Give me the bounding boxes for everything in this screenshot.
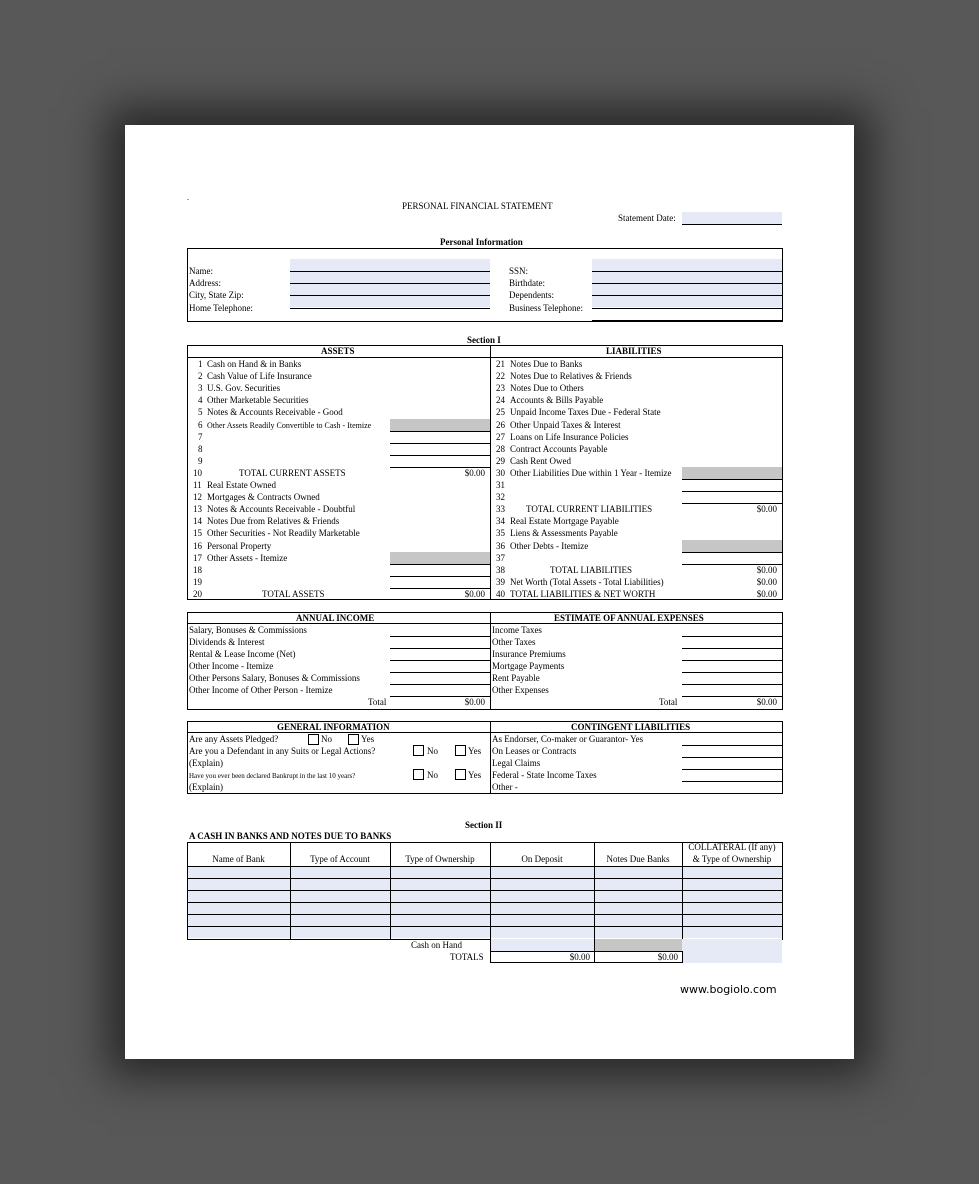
asset-number: 1 — [198, 359, 203, 369]
personal-field[interactable] — [592, 283, 782, 295]
column-header: & Type of Ownership — [692, 854, 772, 864]
watermark: www.bogiolo.com — [680, 983, 777, 996]
liability-line — [682, 503, 782, 504]
totals-label: TOTALS — [450, 952, 484, 962]
table-cell[interactable] — [391, 915, 490, 926]
asset-label: Notes & Accounts Receivable - Good — [207, 407, 343, 418]
table-cell[interactable] — [291, 915, 390, 926]
explain-1: (Explain) — [189, 758, 223, 768]
liability-total-value: $0.00 — [756, 564, 777, 575]
asset-label: Notes & Accounts Receivable - Doubtful — [207, 504, 356, 515]
asset-number: 8 — [198, 443, 203, 454]
table-cell[interactable] — [683, 867, 782, 878]
pledged-yes-checkbox[interactable] — [348, 734, 359, 745]
asset-label: Other Assets Readily Convertible to Cash - Itemize — [207, 420, 372, 430]
liability-label: Notes Due to Banks — [510, 359, 583, 369]
liability-label: Net Worth (Total Assets - Total Liabilities) — [510, 576, 664, 587]
section2-heading: Section II — [465, 820, 503, 830]
asset-number: 11 — [193, 480, 202, 490]
page-title: PERSONAL FINANCIAL STATEMENT — [402, 201, 553, 211]
defendant-yes-checkbox[interactable] — [455, 745, 466, 756]
bankrupt-yes-label: Yes — [468, 770, 482, 780]
liability-number: 24 — [496, 395, 505, 406]
asset-number: 17 — [193, 552, 202, 563]
asset-total-value: $0.00 — [464, 467, 485, 478]
table-cell[interactable] — [595, 879, 682, 890]
table-cell[interactable] — [595, 915, 682, 926]
asset-number: 9 — [198, 455, 203, 466]
personal-field[interactable] — [592, 295, 782, 307]
asset-number: 18 — [193, 564, 202, 575]
liability-line — [682, 552, 782, 553]
asset-line — [390, 431, 490, 432]
liability-line — [682, 479, 782, 480]
personal-label: Address: — [189, 278, 221, 288]
liabilities-heading: LIABILITIES — [606, 346, 662, 356]
income-item: Other Income of Other Person - Itemize — [189, 685, 333, 695]
liability-number: 40 — [496, 588, 505, 599]
liability-number: 29 — [496, 455, 505, 466]
table-cell[interactable] — [491, 867, 594, 878]
asset-label: Mortgages & Contracts Owned — [207, 492, 320, 503]
defendant-no-checkbox[interactable] — [413, 745, 424, 756]
column-header: Name of Bank — [212, 854, 265, 864]
personal-label: SSN: — [509, 266, 529, 276]
column-header: Type of Account — [310, 854, 370, 864]
expense-item: Insurance Premiums — [492, 649, 566, 659]
asset-number: 3 — [198, 383, 203, 394]
liability-number: 33 — [496, 504, 505, 515]
table-cell[interactable] — [595, 891, 682, 902]
asset-number: 16 — [193, 540, 202, 551]
personal-label: Name: — [189, 266, 213, 276]
liability-label: Liens & Assessments Payable — [510, 528, 618, 539]
bankrupt-no-label: No — [427, 770, 438, 780]
contingent-item: On Leases or Contracts — [492, 746, 577, 756]
table-cell[interactable] — [391, 879, 490, 890]
table-cell[interactable] — [188, 927, 290, 938]
table-cell[interactable] — [391, 903, 490, 914]
asset-number: 10 — [193, 467, 202, 478]
bankrupt-yes-checkbox[interactable] — [455, 769, 466, 780]
defendant-yes-label: Yes — [468, 746, 482, 756]
table-cell[interactable] — [188, 915, 290, 926]
liability-total-value: $0.00 — [756, 588, 777, 599]
asset-line — [390, 576, 490, 577]
table-cell[interactable] — [188, 891, 290, 902]
liability-label: Cash Rent Owed — [510, 455, 571, 466]
expenses-total-label: Total — [659, 697, 678, 707]
collateral-total-field — [682, 939, 782, 963]
table-cell[interactable] — [291, 867, 390, 878]
liability-label: Other Debts - Itemize — [510, 540, 589, 551]
statement-date-label: Statement Date: — [618, 213, 676, 223]
pledged-yes-label: Yes — [361, 734, 375, 744]
personal-field[interactable] — [592, 259, 782, 271]
personal-field[interactable] — [290, 259, 490, 271]
personal-label: Home Telephone: — [189, 303, 253, 313]
cash-on-hand-label: Cash on Hand — [411, 940, 462, 950]
table-cell[interactable] — [683, 879, 782, 890]
table-cell[interactable] — [491, 915, 594, 926]
cash-on-hand-field[interactable] — [491, 939, 594, 951]
asset-line — [390, 467, 490, 468]
asset-label: Other Marketable Securities — [207, 395, 309, 406]
asset-label: Real Estate Owned — [207, 480, 276, 490]
pledged-no-label: No — [321, 734, 332, 744]
income-item: Other Persons Salary, Bonuses & Commissions — [189, 673, 360, 683]
liability-number: 25 — [496, 407, 505, 418]
liability-number: 30 — [496, 467, 505, 478]
table-cell[interactable] — [391, 867, 490, 878]
general-info-heading: GENERAL INFORMATION — [277, 722, 390, 732]
asset-number: 14 — [193, 516, 202, 527]
liability-label: Other Liabilities Due within 1 Year - Itemize — [510, 467, 672, 478]
table-cell[interactable] — [683, 891, 782, 902]
liability-number: 38 — [496, 564, 505, 575]
expense-item: Other Taxes — [492, 637, 536, 647]
income-total-label: Total — [368, 697, 387, 707]
pledged-no-checkbox[interactable] — [308, 734, 319, 745]
liability-total-value: $0.00 — [756, 504, 777, 515]
asset-number: 13 — [193, 504, 202, 515]
asset-number: 19 — [193, 576, 202, 587]
asset-number: 2 — [198, 371, 203, 382]
asset-label: Cash Value of Life Insurance — [207, 371, 312, 382]
liability-number: 31 — [496, 480, 505, 490]
personal-info-heading: Personal Information — [440, 237, 523, 247]
section2-subheading: A CASH IN BANKS AND NOTES DUE TO BANKS — [189, 831, 392, 841]
liability-label: Contract Accounts Payable — [510, 443, 608, 454]
liability-label: Real Estate Mortgage Payable — [510, 516, 619, 527]
liability-number: 37 — [496, 552, 505, 563]
statement-date-field[interactable] — [682, 212, 782, 224]
asset-label: TOTAL CURRENT ASSETS — [239, 467, 346, 478]
income-total-value: $0.00 — [464, 697, 485, 707]
liability-label: TOTAL LIABILITIES & NET WORTH — [510, 588, 656, 599]
income-item: Dividends & Interest — [189, 637, 265, 647]
asset-number: 15 — [193, 528, 202, 539]
liability-label: Other Unpaid Taxes & Interest — [510, 419, 621, 430]
table-cell[interactable] — [683, 927, 782, 938]
shaded-cell — [594, 939, 682, 951]
liability-number: 23 — [496, 383, 505, 394]
table-cell[interactable] — [595, 903, 682, 914]
table-cell[interactable] — [391, 927, 490, 938]
table-cell[interactable] — [491, 927, 594, 938]
liability-number: 39 — [496, 576, 505, 587]
liability-number: 21 — [496, 359, 505, 369]
personal-label: Birthdate: — [509, 278, 545, 288]
income-item: Rental & Lease Income (Net) — [189, 649, 296, 659]
table-cell[interactable] — [683, 915, 782, 926]
table-cell[interactable] — [291, 879, 390, 890]
bankrupt-no-checkbox[interactable] — [413, 769, 424, 780]
income-item: Salary, Bonuses & Commissions — [189, 625, 307, 635]
q-assets-pledged: Are any Assets Pledged? — [189, 734, 279, 744]
personal-label: City, State Zip: — [189, 290, 244, 300]
q-defendant: Are you a Defendant in any Suits or Legal Actions? — [189, 746, 376, 756]
liability-number: 36 — [496, 540, 505, 551]
table-cell[interactable] — [188, 903, 290, 914]
column-header: COLLATERAL (If any) — [688, 842, 776, 852]
asset-label: Personal Property — [207, 540, 272, 551]
table-cell[interactable] — [291, 891, 390, 902]
table-cell[interactable] — [491, 903, 594, 914]
liability-label: TOTAL CURRENT LIABILITIES — [526, 504, 653, 515]
asset-label: Other Assets - Itemize — [207, 552, 288, 563]
personal-field[interactable] — [290, 283, 490, 295]
liability-total-value: $0.00 — [756, 576, 777, 587]
liability-label: Unpaid Income Taxes Due - Federal State — [510, 407, 661, 418]
shaded-cell — [682, 467, 782, 479]
liability-line — [682, 491, 782, 492]
column-header: On Deposit — [521, 854, 563, 864]
annual-income-heading: ANNUAL INCOME — [296, 613, 375, 623]
defendant-no-label: No — [427, 746, 438, 756]
annual-expenses-heading: ESTIMATE OF ANNUAL EXPENSES — [554, 613, 704, 623]
asset-number: 4 — [198, 395, 203, 406]
contingent-item: Federal - State Income Taxes — [492, 770, 597, 780]
section1-heading: Section I — [467, 335, 501, 345]
contingent-heading: CONTINGENT LIABILITIES — [571, 722, 691, 732]
asset-line — [390, 455, 490, 456]
liability-number: 22 — [496, 371, 505, 382]
asset-label: U.S. Gov. Securities — [207, 383, 281, 394]
personal-label: Business Telephone: — [509, 303, 583, 313]
table-cell[interactable] — [291, 903, 390, 914]
table-cell[interactable] — [595, 927, 682, 938]
table-cell[interactable] — [683, 903, 782, 914]
asset-line — [390, 564, 490, 565]
table-cell[interactable] — [391, 891, 490, 902]
asset-number: 5 — [198, 407, 203, 418]
table-cell[interactable] — [291, 927, 390, 938]
asset-label: Other Securities - Not Readily Marketable — [207, 528, 360, 539]
liability-number: 32 — [496, 492, 505, 503]
document-page: . PERSONAL FINANCIAL STATEMENT Statement Date: Personal Information Name: SSN: Address: Birthdate: City, State Zip: Dependents: Home Telephone: Business Telephone: Section I ASSETS LIABILITIES 1 Cash on Hand & in Banks 2 Cash Value of Life Insurance 3 U.S. Gov. Securities 4 Other Marketable Securities 5 Notes & Accounts Receivable - Good 6 Other Assets Readily Convertible to Cash - Itemize 7 8 9 10 TOTAL CURRENT ASSETS $0.00 11 Real Estate Owned 12 Mortgages & Contracts Owned 13 Notes & Accounts Receivable - Doubtful 14 Notes Due from Relatives & Friends 15 Other Securities - Not Readily Marketable 16 Personal Property 17 Other Assets - Itemize 18 19 20 TOTAL ASSETS $0.00 21 Notes Due to Banks 22 Notes Due to Relatives & Friends 23 Notes Due to Others 24 Accounts & Bills Payable 25 Unpaid Income Taxes Due - Federal State 26 Other Unpaid Taxes & Interest 27 Loans on Life Insurance Policies 28 Contract Accounts Payable 29 Cash Rent Owed 30 Other Liabilities Due within 1 Year - Itemize 31 32 33 TOTAL CURRENT LIABILITIES $0.00 34 Real Estate Mortgage Payable 35 Liens & Assessments Payable 36 Other Debts - Itemize 37 38 TOTAL LIABILITIES $0.00 39 Net Worth (Total Assets - Total Liabilities) $0.00 40 TOTAL LIABILITIES & NET WORTH $0.00 ANNUAL INCOME ESTIMATE OF ANNUAL EXPENSES Salary, Bonuses & Commissions Dividends & Interest Rental & Lease Income (Net) Other Income - Itemize Other Persons Salary, Bonuses & Commissions Other Income of Other Person - Itemize Income Taxes Other Taxes Insurance Premiums Mortgage Payments Rent Payable Other Expenses Total $0.00 Total $0.00 GENERAL INFORMATION CONTINGENT LIABILITIES Are any Assets Pledged? No Yes Are you a Defendant in any Suits or Legal Actions? No Yes (Explain) Have you ever been declared Bankrupt in the last 10 years? No Yes (Explain) As Endorser, Co-maker or Guarantor- Yes On Leases or Contracts Legal Claims Federal - State Income Taxes Other - Section II A CASH IN BANKS AND NOTES DUE TO BANKS Name of Bank Type of Account Type of Ownership On Deposit Notes Due Banks COLLATERAL (If any) & Type of Ownership $0.00 $0.00 Cash on Hand TOTALS www.bogiolo.com — [125, 125, 854, 1059]
table-cell[interactable] — [188, 867, 290, 878]
table-cell[interactable] — [188, 879, 290, 890]
shaded-cell — [682, 540, 782, 552]
asset-label: TOTAL ASSETS — [262, 588, 325, 599]
asset-number: 7 — [198, 431, 203, 442]
asset-total-value: $0.00 — [464, 588, 485, 599]
totals-notes: $0.00 — [657, 952, 678, 962]
asset-line — [390, 443, 490, 444]
asset-line — [390, 588, 490, 589]
table-cell[interactable] — [491, 879, 594, 890]
contingent-item: As Endorser, Co-maker or Guarantor- Yes — [492, 734, 644, 744]
column-header: Notes Due Banks — [606, 854, 670, 864]
liability-label: TOTAL LIABILITIES — [550, 564, 633, 575]
personal-label: Dependents: — [509, 290, 554, 300]
liability-label: Accounts & Bills Payable — [510, 395, 604, 406]
table-cell[interactable] — [595, 867, 682, 878]
asset-label: Notes Due from Relatives & Friends — [207, 516, 340, 527]
liability-line — [682, 564, 782, 565]
asset-label: Cash on Hand & in Banks — [207, 359, 302, 369]
explain-2: (Explain) — [189, 782, 223, 792]
liability-number: 26 — [496, 419, 505, 430]
personal-field[interactable] — [290, 295, 490, 307]
personal-field[interactable] — [592, 271, 782, 283]
liability-label: Notes Due to Relatives & Friends — [510, 371, 632, 382]
expenses-total-value: $0.00 — [756, 697, 777, 707]
liability-label: Loans on Life Insurance Policies — [510, 431, 629, 442]
income-item: Other Income - Itemize — [189, 661, 274, 671]
liability-number: 27 — [496, 431, 505, 442]
liability-number: 28 — [496, 443, 505, 454]
asset-number: 20 — [193, 588, 202, 599]
contingent-item: Legal Claims — [492, 758, 541, 768]
expense-item: Mortgage Payments — [492, 661, 565, 671]
expense-item: Rent Payable — [492, 673, 540, 683]
table-cell[interactable] — [491, 891, 594, 902]
liability-number: 34 — [496, 516, 505, 527]
column-header: Type of Ownership — [405, 854, 475, 864]
totals-deposit: $0.00 — [569, 952, 590, 962]
q-bankrupt: Have you ever been declared Bankrupt in the last 10 years? — [189, 772, 356, 780]
personal-field[interactable] — [290, 271, 490, 283]
assets-heading: ASSETS — [321, 346, 355, 356]
expense-item: Income Taxes — [492, 625, 542, 635]
shaded-cell — [390, 419, 490, 431]
liability-number: 35 — [496, 528, 505, 539]
expense-item: Other Expenses — [492, 685, 549, 695]
contingent-item: Other - — [492, 782, 518, 792]
asset-number: 12 — [193, 492, 202, 503]
asset-number: 6 — [198, 419, 203, 430]
liability-label: Notes Due to Others — [510, 383, 584, 394]
shaded-cell — [390, 552, 490, 564]
